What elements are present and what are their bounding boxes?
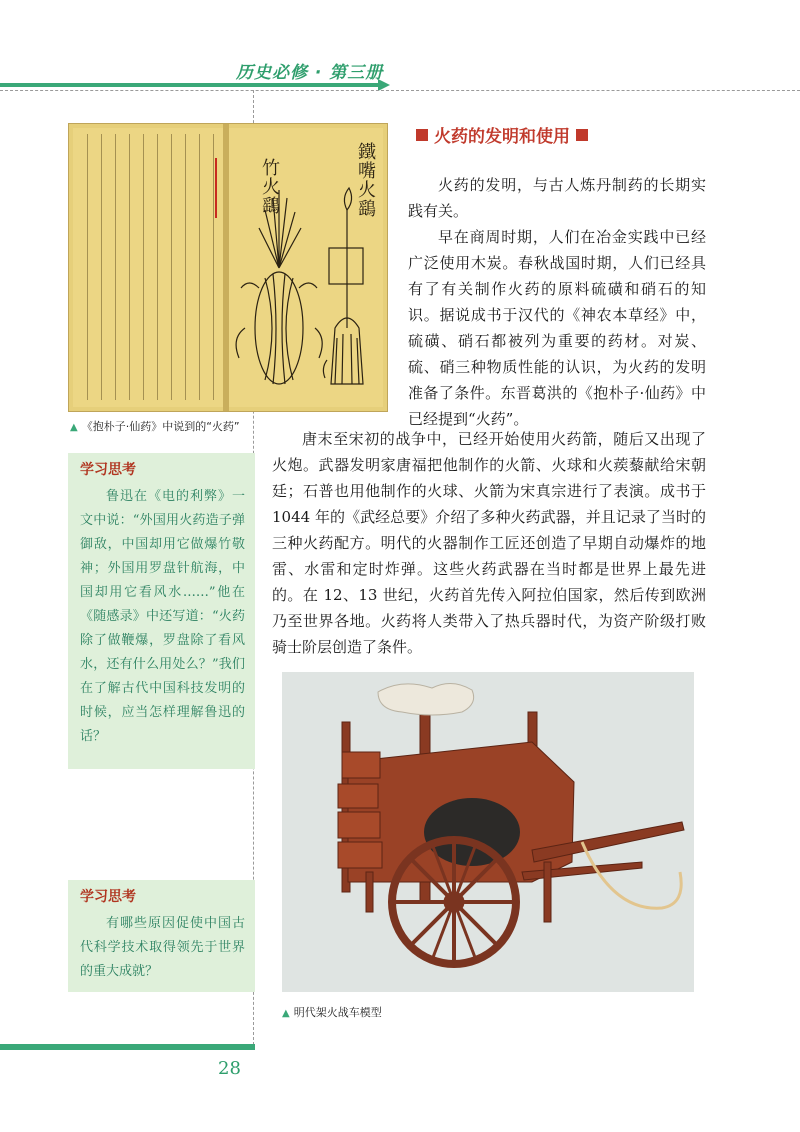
header-divider: [0, 90, 800, 91]
page-number: 28: [218, 1058, 241, 1079]
manuscript-weapon-drawing: [229, 128, 383, 407]
think-box-title: 学习思考: [80, 889, 136, 905]
header-title: 历史必修 · 第三册: [236, 63, 384, 83]
war-cart-illustration: [282, 672, 694, 992]
body-wide-column: [272, 426, 706, 660]
study-think-box-2: [68, 880, 255, 992]
manuscript-right-page: [229, 128, 383, 407]
study-think-box-1: [68, 453, 255, 769]
header-bar: [0, 83, 382, 87]
manuscript-left-page: [73, 128, 223, 407]
triangle-icon: ▲: [70, 422, 78, 433]
manuscript-label-2: 竹火鷂: [259, 158, 280, 215]
triangle-icon: ▲: [282, 1008, 290, 1019]
body-paragraph-1: 火药的发明，与古人炼丹制药的长期实践有关。: [408, 176, 706, 220]
square-bullet-icon: [416, 129, 428, 141]
war-cart-caption: ▲ 明代架火战车模型: [282, 1006, 382, 1019]
think-box-text: 有哪些原因促使中国古代科学技术取得领先于世界的重大成就？: [80, 916, 245, 979]
manuscript-image: [68, 123, 388, 412]
manuscript-caption: ▲ 《抱朴子·仙药》中说到的“火药”: [70, 420, 240, 433]
manuscript-label-1: 鐵嘴火鷂: [355, 142, 376, 218]
war-cart-photo: [282, 672, 694, 992]
body-right-column: [408, 172, 706, 432]
body-paragraph-2: 早在商周时期，人们在冶金实践中已经广泛使用木炭。春秋战国时期，人们已经具有了有关制作火药的原料硫磺和硝石的知识。据说成书于汉代的《神农本草经》中，硫磺、硝石都被列为重要的药材。对炭、硫、硝三种物质性能的认识，为火药的发明准备了条件。东晋葛洪的《抱朴子·仙药》中已经提到“火药”。: [408, 228, 706, 428]
think-box-text: 鲁迅在《电的利弊》一文中说：“外国用火药造子弹御敌，中国却用它做爆竹敬神；外国用罗盘针航海，中国却用它看风水……”他在《随感录》中还写道：“火药除了做鞭爆，罗盘除了看风水，还有什么用处么？”我们在了解古代中国科技发明的时候，应当怎样理解鲁迅的话？: [80, 489, 245, 744]
footer-bar: [0, 1044, 255, 1050]
section-heading: 火药的发明和使用: [410, 122, 594, 147]
square-bullet-icon: [576, 129, 588, 141]
body-paragraph-3: 唐末至宋初的战争中，已经开始使用火药箭，随后又出现了火炮。武器发明家唐福把他制作的火箭、火球和火蒺藜献给宋朝廷；石普也用他制作的火球、火箭为宋真宗进行了表演。成书于 1044 年的《武经总要》介绍了多种火药武器，并且记录了当时的三种火药配方。明代的火器制作工匠还创造了早期自动爆炸的地雷、水雷和定时炸弹。这些火药武器在当时都是世界上最先进的。在 12、13 世纪，火药首先传入阿拉伯国家，然后传到欧洲乃至世界各地。火药将人类带入了热兵器时代，为资产阶级打败骑士阶层创造了条件。: [272, 430, 706, 656]
think-box-title: 学习思考: [80, 462, 136, 478]
